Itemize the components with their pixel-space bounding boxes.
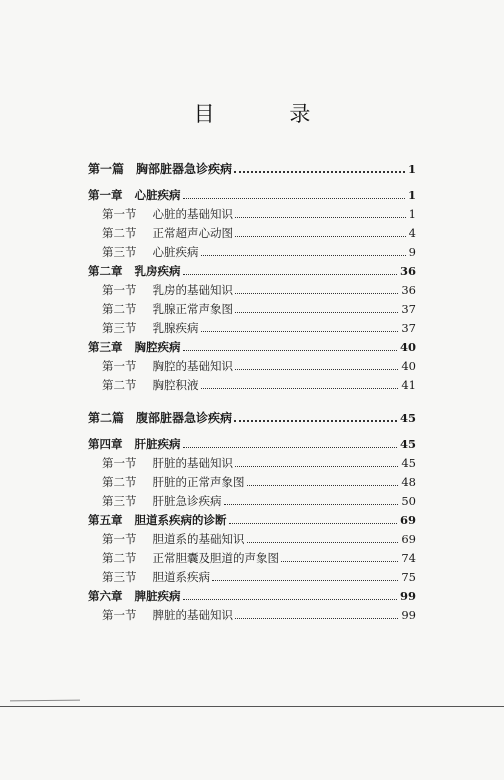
toc-entry-title: 肝脏的基础知识 <box>152 456 233 470</box>
dot-leader <box>212 580 398 581</box>
toc-entry-number: 第一节 <box>102 608 137 622</box>
toc-entry-page-number: 37 <box>401 321 416 335</box>
toc-entry-label <box>88 589 183 603</box>
dot-leader <box>247 542 399 543</box>
dot-leader <box>229 523 397 524</box>
toc-entry-page-number: 50 <box>401 494 416 508</box>
toc-entry-chap <box>88 511 416 527</box>
toc-entry-label <box>88 264 183 278</box>
dot-leader <box>183 599 397 600</box>
toc-entry-sec <box>102 376 416 392</box>
toc-entry-number: 第一篇 <box>88 162 125 176</box>
dot-leader <box>235 618 398 619</box>
toc-entry-label <box>102 570 212 584</box>
toc-entry-title: 乳房疾病 <box>134 264 181 278</box>
dot-leader <box>183 198 405 199</box>
toc-entry-title: 胸部脏器急诊疾病 <box>136 162 233 176</box>
toc-entry-label <box>102 321 201 335</box>
toc-entry-title: 心脏疾病 <box>152 245 199 259</box>
dot-leader <box>234 420 397 422</box>
toc-entry-sec <box>102 473 416 489</box>
toc-entry-page-number: 1 <box>407 188 416 202</box>
toc-entry-number: 第三节 <box>102 570 137 584</box>
page-title: 目 录 <box>193 102 345 126</box>
dot-leader <box>235 466 398 467</box>
toc-entry-chap <box>88 435 416 451</box>
toc-entry-number: 第二节 <box>102 475 137 489</box>
toc-entry-label <box>102 494 224 508</box>
toc-entry-title: 腹部脏器急诊疾病 <box>136 411 233 425</box>
dot-leader <box>224 504 399 505</box>
toc-entry-label <box>102 226 235 240</box>
toc-entry-title: 脾脏疾病 <box>134 589 181 603</box>
toc-entry-sec <box>102 454 416 470</box>
toc-entry-page-number: 69 <box>401 532 416 546</box>
toc-entry-sec <box>102 281 416 297</box>
toc-entry-label <box>88 513 229 527</box>
toc-entry-number: 第二节 <box>102 226 137 240</box>
toc-entry-sec <box>102 319 416 335</box>
toc-entry-page-number: 4 <box>408 226 416 240</box>
toc-entry-sec <box>102 530 416 546</box>
toc-entry-sec <box>102 205 416 221</box>
toc-entry-title: 脾脏的基础知识 <box>152 608 233 622</box>
toc-entry-number: 第一节 <box>102 532 137 546</box>
toc-entry-part <box>88 160 416 176</box>
toc-entry-number: 第二节 <box>102 551 137 565</box>
toc-entry-number: 第一节 <box>102 359 137 373</box>
toc-entry-part <box>88 409 416 425</box>
dot-leader <box>235 312 398 313</box>
toc-entry-chap <box>88 262 416 278</box>
toc-entry-title: 胸腔的基础知识 <box>152 359 233 373</box>
dot-leader <box>201 255 406 256</box>
toc-entry-sec <box>102 492 416 508</box>
toc-entry-page-number: 45 <box>399 437 416 451</box>
toc-entry-label <box>88 188 183 202</box>
dot-leader <box>235 293 398 294</box>
toc-entry-number: 第一节 <box>102 456 137 470</box>
toc-entry-number: 第四章 <box>88 437 123 451</box>
toc-entry-label <box>102 283 235 297</box>
toc-entry-page-number: 9 <box>408 245 416 259</box>
toc-entry-title: 胆道系疾病 <box>152 570 210 584</box>
toc-entry-label <box>102 245 201 259</box>
toc-entry-sec <box>102 243 416 259</box>
toc-entry-number: 第三章 <box>88 340 123 354</box>
toc-entry-label <box>102 475 247 489</box>
toc-entry-number: 第二篇 <box>88 411 125 425</box>
toc-entry-chap <box>88 587 416 603</box>
toc-entry-title: 肝脏疾病 <box>134 437 181 451</box>
dot-leader <box>247 485 399 486</box>
toc-entry-title: 心脏疾病 <box>134 188 181 202</box>
toc-entry-page-number: 99 <box>401 608 416 622</box>
toc-entry-page-number: 1 <box>408 207 416 221</box>
toc-entry-number: 第一章 <box>88 188 123 202</box>
toc-entry-title: 胆道系的基础知识 <box>152 532 245 546</box>
toc-entry-title: 胆道系疾病的诊断 <box>134 513 227 527</box>
toc-entry-sec <box>102 357 416 373</box>
toc-entry-label <box>102 302 235 316</box>
dot-leader <box>235 369 398 370</box>
toc-entry-title: 乳腺正常声象图 <box>152 302 233 316</box>
dot-leader <box>183 274 397 275</box>
toc-entry-number: 第六章 <box>88 589 123 603</box>
toc-entry-title: 肝脏的正常声象图 <box>152 475 245 489</box>
toc-entry-title: 乳房的基础知识 <box>152 283 233 297</box>
dot-leader <box>235 236 406 237</box>
toc-entry-sec <box>102 568 416 584</box>
toc-entry-label <box>88 411 234 425</box>
dot-leader <box>234 171 405 173</box>
toc-entry-page-number: 36 <box>401 283 416 297</box>
toc-entry-sec <box>102 606 416 622</box>
toc-entry-page-number: 75 <box>401 570 416 584</box>
toc-entry-title: 胸腔积液 <box>152 378 199 392</box>
toc-entry-number: 第一节 <box>102 207 137 221</box>
toc-entry-label <box>88 340 183 354</box>
toc-entry-label <box>88 162 234 176</box>
toc-entry-label <box>102 359 235 373</box>
toc-entry-sec <box>102 224 416 240</box>
toc-entry-label <box>102 207 235 221</box>
toc-entry-title: 心脏的基础知识 <box>152 207 233 221</box>
toc-entry-label <box>102 551 281 565</box>
toc-entry-number: 第五章 <box>88 513 123 527</box>
toc-entry-page-number: 99 <box>399 589 416 603</box>
dot-leader <box>201 388 399 389</box>
toc-entry-title: 胸腔疾病 <box>134 340 181 354</box>
toc-entry-label <box>102 378 201 392</box>
dot-leader <box>201 331 399 332</box>
toc-entry-chap <box>88 186 416 202</box>
toc-entry-title: 乳腺疾病 <box>152 321 199 335</box>
toc-entry-page-number: 40 <box>399 340 416 354</box>
toc-entry-title: 正常超声心动图 <box>152 226 233 240</box>
toc-entry-page-number: 41 <box>401 378 416 392</box>
toc-entry-page-number: 74 <box>401 551 416 565</box>
toc-entry-label <box>102 456 235 470</box>
toc-entry-sec <box>102 549 416 565</box>
toc-entry-label <box>102 532 247 546</box>
dot-leader <box>183 350 397 351</box>
toc-entry-title: 正常胆囊及胆道的声象图 <box>152 551 279 565</box>
toc-entry-number: 第二章 <box>88 264 123 278</box>
toc-entry-number: 第三节 <box>102 321 137 335</box>
toc-entry-number: 第二节 <box>102 302 137 316</box>
toc-entry-page-number: 36 <box>399 264 416 278</box>
toc-entry-page-number: 37 <box>401 302 416 316</box>
toc-entry-number: 第三节 <box>102 245 137 259</box>
toc-entry-page-number: 1 <box>407 162 416 176</box>
dot-leader <box>235 217 406 218</box>
toc-entry-title: 肝脏急诊疾病 <box>152 494 222 508</box>
toc-entry-number: 第二节 <box>102 378 137 392</box>
dot-leader <box>183 447 397 448</box>
bottom-rule <box>0 706 504 707</box>
toc-entry-label <box>88 437 183 451</box>
toc-entry-page-number: 40 <box>401 359 416 373</box>
toc-entry-number: 第一节 <box>102 283 137 297</box>
toc-entry-label <box>102 608 235 622</box>
toc-entry-chap <box>88 338 416 354</box>
dot-leader <box>281 561 398 562</box>
toc-entry-page-number: 48 <box>401 475 416 489</box>
toc-entry-sec <box>102 300 416 316</box>
toc-entry-page-number: 45 <box>401 456 416 470</box>
toc-entry-number: 第三节 <box>102 494 137 508</box>
toc-entry-page-number: 45 <box>399 411 416 425</box>
toc-entry-page-number: 69 <box>399 513 416 527</box>
